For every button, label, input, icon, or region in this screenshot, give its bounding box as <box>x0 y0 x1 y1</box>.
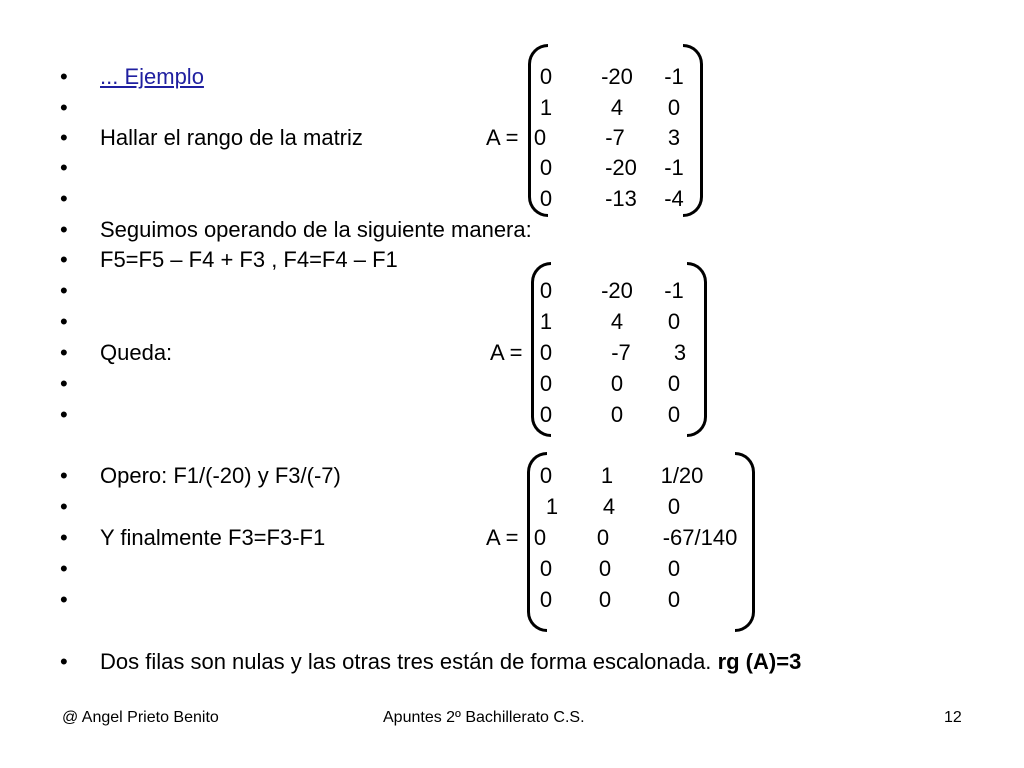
matrix-cell: 0 <box>610 402 624 427</box>
matrix-cell: 0 <box>533 125 547 150</box>
footer-course: Apuntes 2º Bachillerato C.S. <box>383 709 585 726</box>
bullet-16: • <box>60 556 68 581</box>
matrix-cell: 1 <box>600 463 614 488</box>
matrix-cell: 1/20 <box>660 463 704 488</box>
matrix-cell: 3 <box>673 340 687 365</box>
matrix-cell: 1 <box>545 494 559 519</box>
matrix-cell: 0 <box>596 525 610 550</box>
matrix-cell: 4 <box>602 494 616 519</box>
matrix-cell: 0 <box>539 64 553 89</box>
matrix-cell: 3 <box>667 125 681 150</box>
bullet-3: • <box>60 125 68 150</box>
matrix-cell: 0 <box>539 371 553 396</box>
matrix-cell: 1 <box>539 309 553 334</box>
matrix-cell: 0 <box>667 494 681 519</box>
line-hallar: Hallar el rango de la matriz <box>100 125 363 150</box>
matrix-cell: 0 <box>539 278 553 303</box>
bullet-8: • <box>60 278 68 303</box>
matrix-cell: -1 <box>664 64 684 89</box>
bullet-10: • <box>60 340 68 365</box>
line-operations: F5=F5 – F4 + F3 , F4=F4 – F1 <box>100 247 398 272</box>
bullet-1: • <box>60 64 68 89</box>
conclusion-text: Dos filas son nulas y las otras tres están de forma escalonada. <box>100 649 712 674</box>
matrix-cell: 0 <box>539 587 553 612</box>
example-title-link[interactable]: ... Ejemplo <box>100 64 204 89</box>
matrix-cell: 0 <box>667 402 681 427</box>
matrix-cell: -7 <box>605 125 625 150</box>
matrix-cell: 0 <box>667 371 681 396</box>
rank-result: rg (A)=3 <box>717 649 802 674</box>
bullet-18: • <box>60 649 68 674</box>
bullet-7: • <box>60 247 68 272</box>
matrix-cell: -20 <box>601 64 633 89</box>
matrix-cell: -1 <box>664 278 684 303</box>
bullet-6: • <box>60 217 68 242</box>
matrix-cell: -20 <box>605 155 637 180</box>
matrix-cell: -13 <box>605 186 637 211</box>
bullet-4: • <box>60 155 68 180</box>
matrix-label-1: A = <box>486 125 519 150</box>
matrix-cell: 0 <box>667 556 681 581</box>
matrix-cell: 0 <box>533 525 547 550</box>
line-conclusion <box>100 647 801 677</box>
matrix-cell: -1 <box>664 155 684 180</box>
matrix-cell: 0 <box>667 309 681 334</box>
bullet-14: • <box>60 494 68 519</box>
line-queda: Queda: <box>100 340 173 365</box>
matrix-cell: 0 <box>539 155 553 180</box>
footer-author: @ Angel Prieto Benito <box>62 709 219 726</box>
bullet-11: • <box>60 371 68 396</box>
line-opero: Opero: F1/(-20) y F3/(-7) <box>100 463 341 488</box>
matrix-cell: 4 <box>610 95 624 120</box>
matrix-cell: 0 <box>539 402 553 427</box>
matrix-cell: 0 <box>667 587 681 612</box>
matrix-cell: 0 <box>598 556 612 581</box>
matrix-cell: -20 <box>601 278 633 303</box>
matrix-cell: 0 <box>598 587 612 612</box>
bullet-15: • <box>60 525 68 550</box>
matrix-cell: 0 <box>539 186 553 211</box>
bullet-12: • <box>60 402 68 427</box>
line-finalmente: Y finalmente F3=F3-F1 <box>100 525 326 550</box>
bullet-2: • <box>60 95 68 120</box>
matrix-cell: 0 <box>539 463 553 488</box>
matrix-cell: 0 <box>610 371 624 396</box>
matrix-cell: -4 <box>664 186 684 211</box>
matrix-cell: 1 <box>539 95 553 120</box>
matrix-cell: 0 <box>539 340 553 365</box>
matrix-cell: -67/140 <box>662 525 738 550</box>
bullet-17: • <box>60 587 68 612</box>
footer-page-number: 12 <box>944 709 962 726</box>
matrix-cell: 4 <box>610 309 624 334</box>
matrix-label-2: A = <box>490 340 523 365</box>
matrix-cell: 0 <box>539 556 553 581</box>
bullet-9: • <box>60 309 68 334</box>
bullet-13: • <box>60 463 68 488</box>
matrix-label-3: A = <box>486 525 519 550</box>
bullet-5: • <box>60 186 68 211</box>
line-seguimos: Seguimos operando de la siguiente manera: <box>100 217 532 242</box>
matrix-cell: 0 <box>667 95 681 120</box>
matrix-cell: -7 <box>611 340 631 365</box>
